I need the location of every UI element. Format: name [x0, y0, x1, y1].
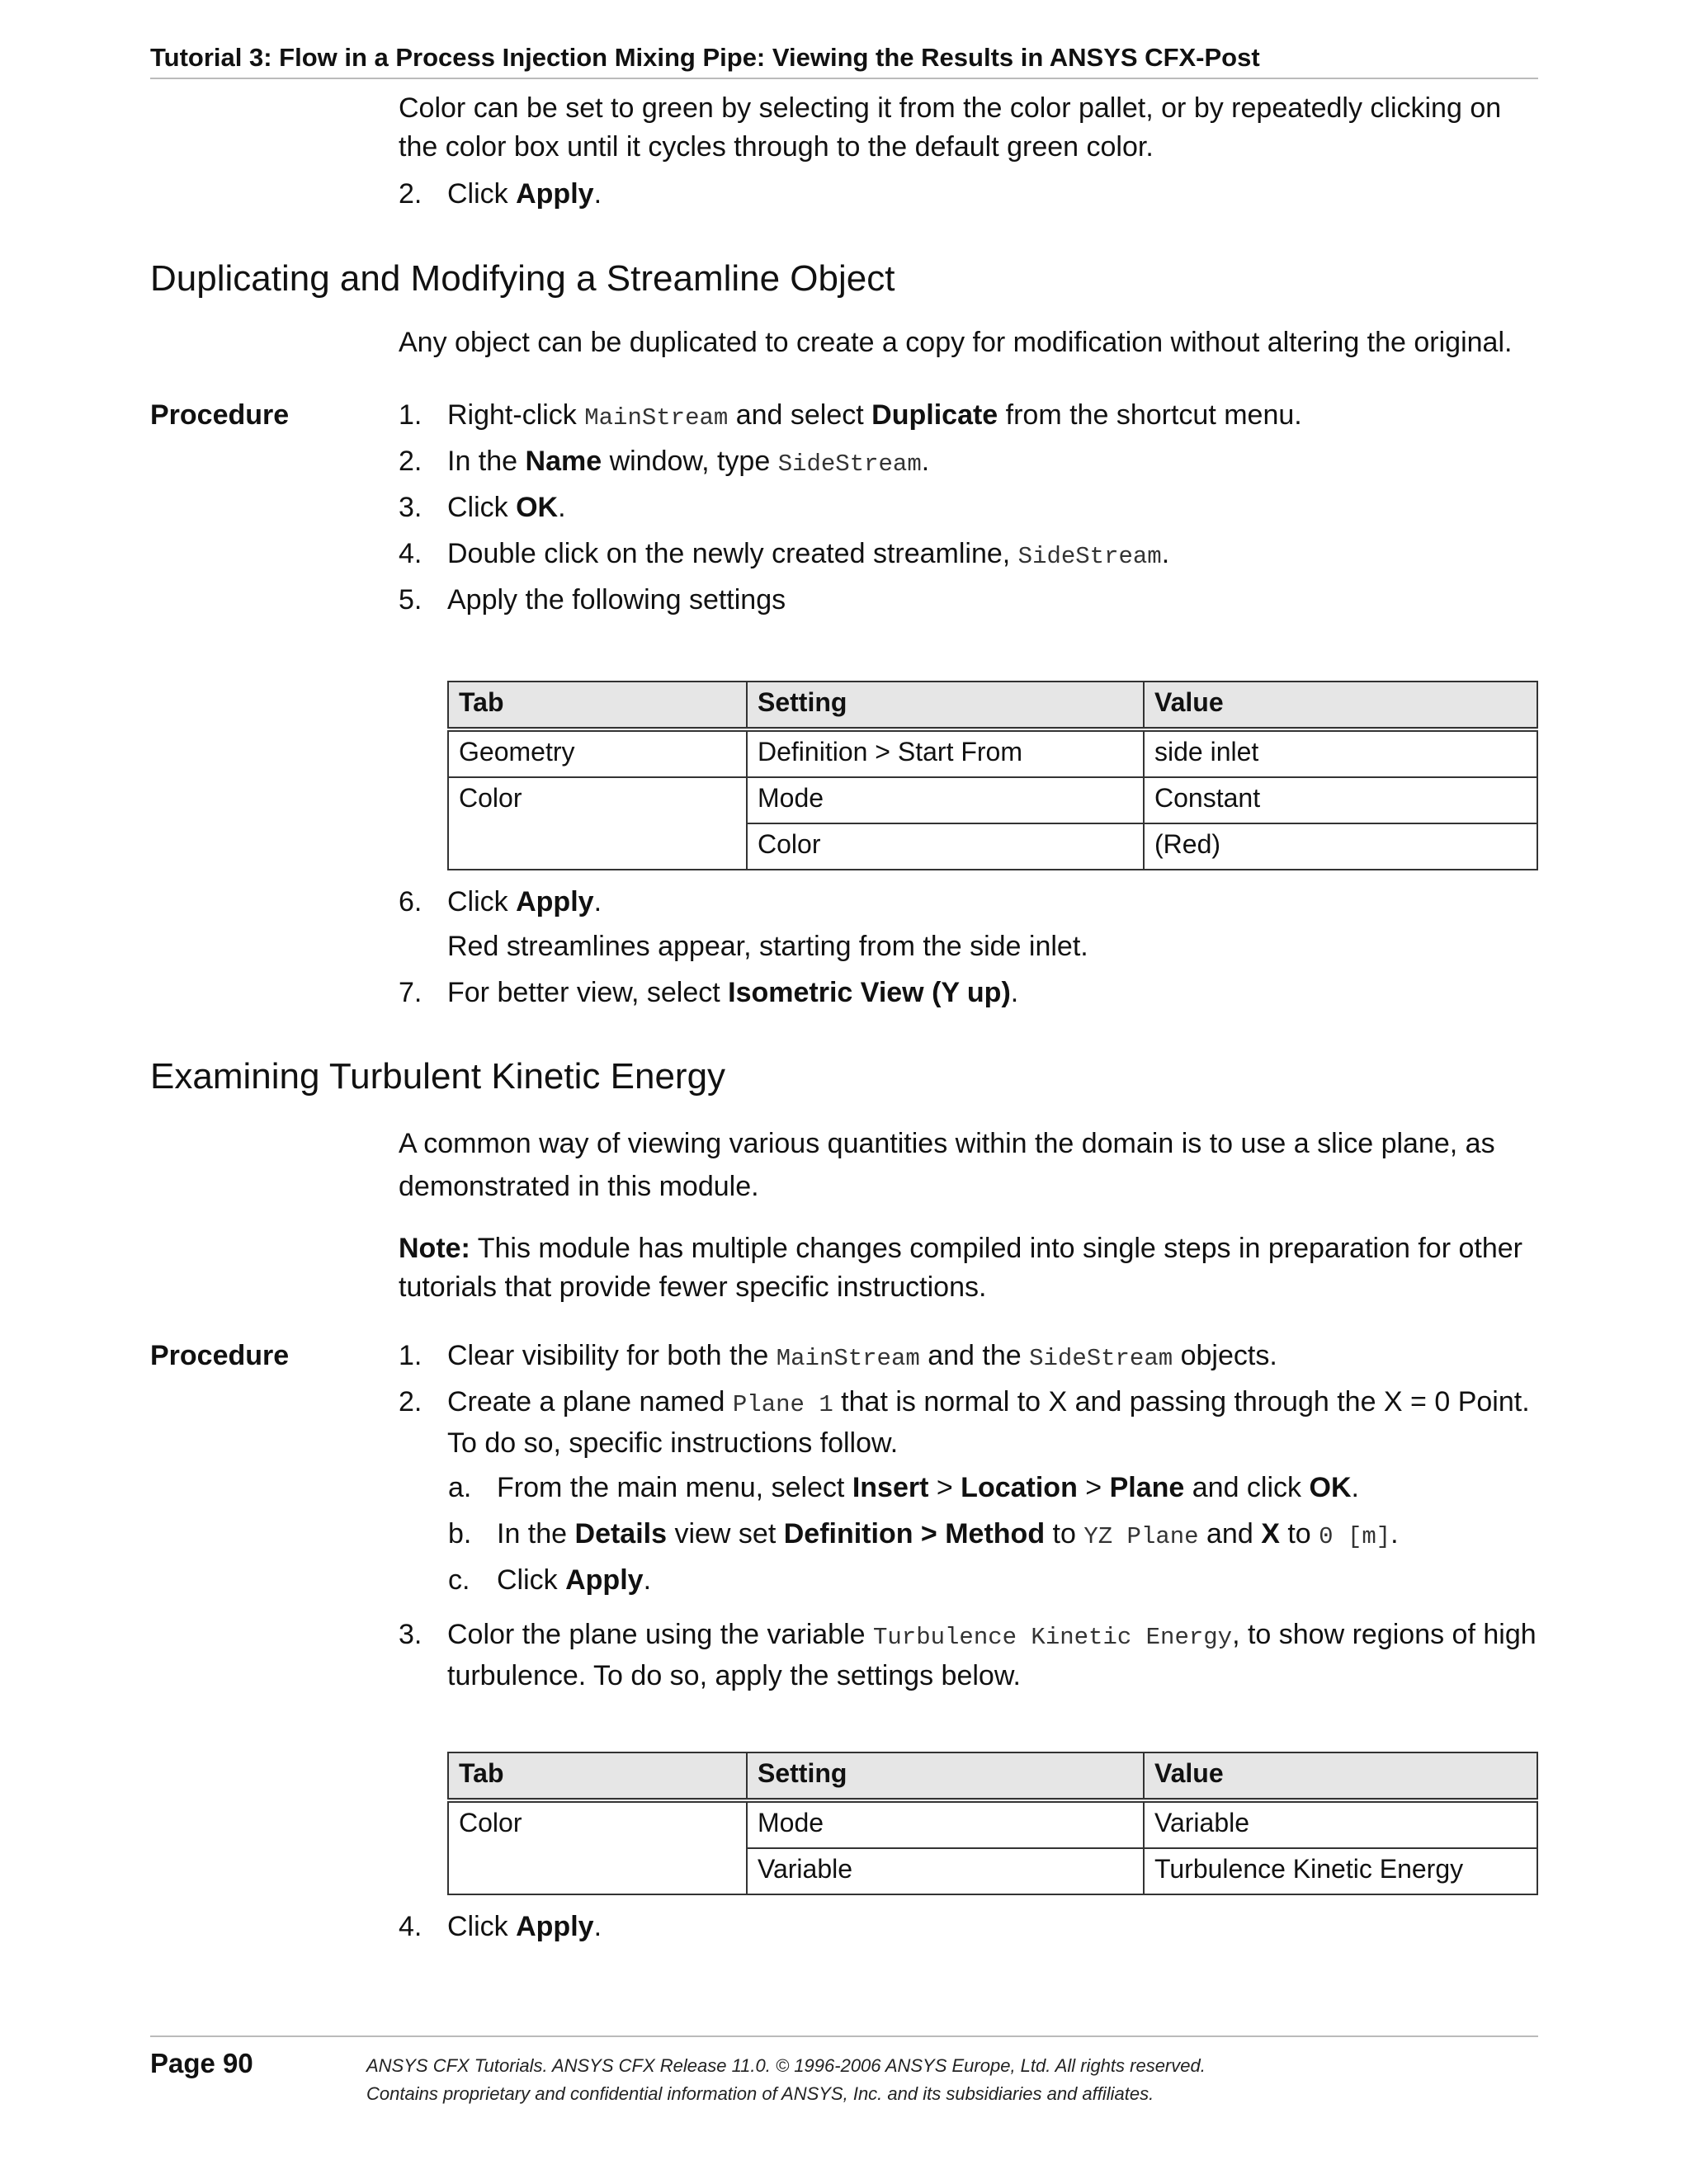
text: Click	[447, 886, 517, 917]
text: .	[593, 886, 602, 917]
section1-intro: Any object can be duplicated to create a copy for modification without altering the original.	[399, 327, 1513, 358]
step-number: 3.	[399, 1619, 422, 1650]
copyright-line: ANSYS CFX Tutorials. ANSYS CFX Release 11.0. © 1996-2006 ANSYS Europe, Ltd. All rights reserved.	[366, 2055, 1206, 2076]
text: .	[593, 1911, 602, 1942]
copyright-line: Contains proprietary and confidential information of ANSYS, Inc. and its subsidiaries and affiliates.	[366, 2083, 1154, 2104]
step-number: 6.	[399, 886, 422, 917]
table-cell: Color	[448, 1800, 747, 1894]
code: SideStream	[777, 450, 922, 478]
step-text	[447, 1383, 1537, 1463]
table-row	[448, 777, 1537, 823]
table-cell: (Red)	[1144, 823, 1537, 870]
code: MainStream	[776, 1345, 920, 1372]
table-row	[448, 1800, 1537, 1848]
section-heading-turbulent: Examining Turbulent Kinetic Energy	[150, 1056, 726, 1097]
text: Click	[447, 1911, 517, 1942]
settings-table-streamline	[447, 681, 1538, 870]
table-cell: Definition > Start From	[747, 729, 1144, 777]
text: Right-click	[447, 399, 585, 431]
text: Click	[447, 178, 517, 210]
table-cell: Color	[448, 777, 747, 870]
step-number: 2.	[399, 1386, 422, 1417]
ui-term: Apply	[516, 178, 594, 210]
step-text: Apply the following settings	[447, 584, 786, 616]
step-text	[447, 535, 1537, 576]
step-text	[447, 175, 1537, 214]
continuation-text: Color can be set to green by selecting it from the color pallet, or by repeatedly clicking on the color box until it cycles through to the default green color.	[399, 92, 1502, 163]
table-cell: Geometry	[448, 729, 747, 777]
step-number: 7.	[399, 977, 422, 1008]
table-cell: Mode	[747, 777, 1144, 823]
step-number: a.	[448, 1472, 472, 1503]
table-header-row	[448, 1752, 1537, 1800]
table-cell: side inlet	[1144, 729, 1537, 777]
text: Color the plane using the variable	[447, 1619, 873, 1650]
code: SideStream	[1029, 1345, 1173, 1372]
header-cell: Tab	[448, 1752, 747, 1800]
step-text	[447, 1616, 1537, 1696]
ui-term: Duplicate	[871, 399, 998, 431]
step-text	[447, 1337, 1537, 1378]
settings-table-plane	[447, 1752, 1538, 1895]
ui-term: Isometric View (Y up)	[728, 977, 1011, 1008]
ui-term: Details	[574, 1518, 668, 1550]
text: Create a plane named	[447, 1386, 733, 1417]
step-number: 2.	[399, 446, 422, 477]
header-cell: Tab	[448, 682, 747, 729]
text: .	[643, 1564, 652, 1596]
text: Clear visibility for both the	[447, 1340, 777, 1371]
ui-term: X	[1261, 1518, 1280, 1550]
text: and	[1198, 1518, 1262, 1550]
step-text	[497, 1515, 1537, 1556]
ui-term: Insert	[852, 1472, 929, 1503]
text: In the	[447, 446, 526, 477]
text: Click	[497, 1564, 566, 1596]
step-number: 5.	[399, 584, 422, 616]
code: MainStream	[584, 404, 729, 432]
step-text	[447, 974, 1537, 1012]
code: YZ Plane	[1083, 1523, 1199, 1550]
ui-term: Plane	[1109, 1472, 1185, 1503]
step-number: 2.	[399, 178, 422, 210]
ui-term: Location	[961, 1472, 1078, 1503]
section2-intro: A common way of viewing various quantities within the domain is to use a slice plane, as demonstrated in this module.	[399, 1128, 1495, 1202]
text: objects.	[1173, 1340, 1277, 1371]
code: 0 [m]	[1319, 1523, 1391, 1550]
text: >	[1077, 1472, 1110, 1503]
text: from the shortcut menu.	[998, 399, 1302, 431]
header-cell: Value	[1144, 1752, 1537, 1800]
text: .	[1390, 1518, 1399, 1550]
note-text: This module has multiple changes compiled into single steps in preparation for other tutorials that provide fewer specific instructions.	[399, 1233, 1522, 1303]
procedure-label: Procedure	[150, 399, 290, 431]
text: , to show regions of high turbulence. To do so, apply the settings below.	[447, 1619, 1537, 1691]
text: From the main menu, select	[497, 1472, 852, 1503]
table-cell: Turbulence Kinetic Energy	[1144, 1848, 1537, 1894]
step-text	[447, 396, 1537, 437]
step-note: Red streamlines appear, starting from the side inlet.	[447, 931, 1088, 962]
page-number: Page 90	[150, 2048, 253, 2078]
text: that is normal to X and passing through the X = 0 Point. To do so, specific instructions follow.	[447, 1386, 1530, 1459]
step-number: c.	[448, 1564, 470, 1596]
text: .	[558, 492, 566, 523]
text: and select	[728, 399, 872, 431]
note-paragraph	[399, 1229, 1546, 1307]
copyright-notice	[366, 2052, 1206, 2108]
text: >	[928, 1472, 961, 1503]
ui-term: Apply	[516, 886, 594, 917]
procedure-label: Procedure	[150, 1340, 290, 1371]
text: Click	[447, 492, 517, 523]
step-number: 1.	[399, 399, 422, 431]
text: view set	[667, 1518, 784, 1550]
step-number: 1.	[399, 1340, 422, 1371]
step-number: 3.	[399, 492, 422, 523]
code: Turbulence Kinetic Energy	[873, 1624, 1233, 1651]
step-text	[497, 1561, 1537, 1600]
step-text	[447, 1908, 1537, 1946]
text: to	[1279, 1518, 1319, 1550]
step-text	[447, 883, 1537, 922]
running-head: Tutorial 3: Flow in a Process Injection Mixing Pipe: Viewing the Results in ANSYS CFX-Post	[150, 43, 1538, 79]
section-heading-duplicating: Duplicating and Modifying a Streamline Object	[150, 258, 895, 299]
note-label: Note:	[399, 1233, 470, 1264]
code: SideStream	[1017, 543, 1162, 570]
text: For better view, select	[447, 977, 729, 1008]
ui-term: Apply	[565, 1564, 644, 1596]
ui-term: Apply	[516, 1911, 594, 1942]
step-number: 4.	[399, 538, 422, 569]
text: Double click on the newly created streamline,	[447, 538, 1018, 569]
text: .	[921, 446, 930, 477]
header-cell: Value	[1144, 682, 1537, 729]
step-text	[447, 488, 1537, 527]
ui-term: OK	[1309, 1472, 1352, 1503]
ui-term: OK	[516, 492, 559, 523]
header-cell: Setting	[747, 682, 1144, 729]
ui-term: Name	[525, 446, 602, 477]
table-cell: Constant	[1144, 777, 1537, 823]
table-cell: Variable	[747, 1848, 1144, 1894]
header-cell: Setting	[747, 1752, 1144, 1800]
step-number: b.	[448, 1518, 472, 1550]
text: In the	[497, 1518, 575, 1550]
table-row	[448, 729, 1537, 777]
table-cell: Variable	[1144, 1800, 1537, 1848]
text: .	[1010, 977, 1019, 1008]
text: and the	[919, 1340, 1030, 1371]
step-text	[447, 442, 1537, 483]
code: Plane 1	[732, 1391, 833, 1418]
text: .	[593, 178, 602, 210]
text: and click	[1184, 1472, 1310, 1503]
text: .	[1351, 1472, 1359, 1503]
ui-term: Definition > Method	[783, 1518, 1046, 1550]
text: window, type	[602, 446, 778, 477]
step-text	[497, 1469, 1537, 1507]
table-cell: Color	[747, 823, 1144, 870]
table-cell: Mode	[747, 1800, 1144, 1848]
text: .	[1161, 538, 1170, 569]
table-header-row	[448, 682, 1537, 729]
footer-divider	[150, 2035, 1538, 2037]
step-number: 4.	[399, 1911, 422, 1942]
text: to	[1045, 1518, 1084, 1550]
